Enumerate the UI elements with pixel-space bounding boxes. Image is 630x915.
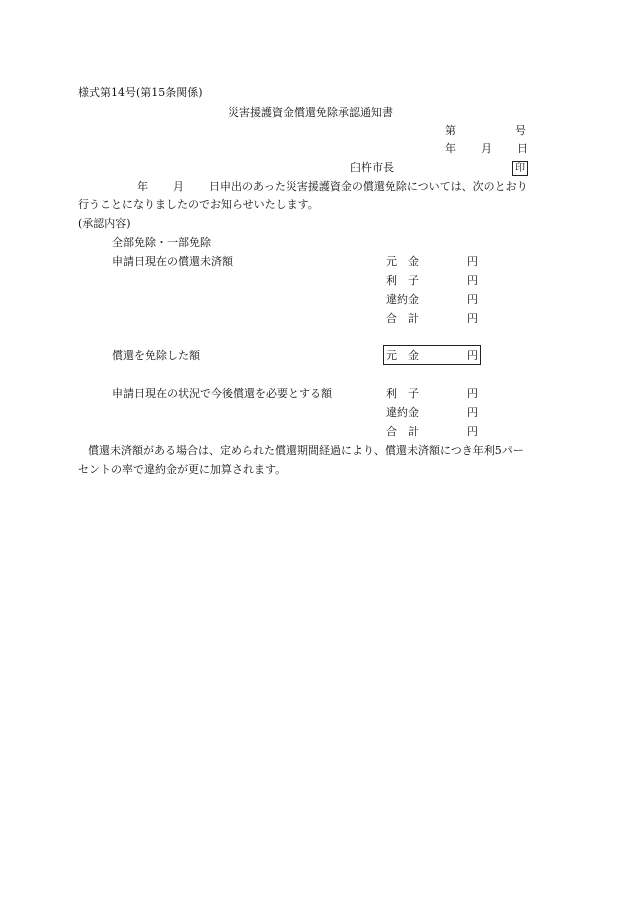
unpaid-penalty-label: 違約金 — [386, 293, 419, 306]
unpaid-interest-label: 利 子 — [386, 274, 419, 287]
unpaid-label: 申請日現在の償還未済額 — [112, 255, 233, 268]
issuer-name: 臼杵市長 — [350, 161, 394, 174]
remaining-penalty-label: 違約金 — [386, 406, 419, 419]
remaining-interest-label: 利 子 — [386, 387, 419, 400]
unpaid-principal-label: 元 金 — [386, 255, 419, 268]
body-line1-text: 日申出のあった災害援護資金の償還免除については、次のとおり — [209, 180, 528, 193]
body-line1-year: 年 — [137, 180, 148, 193]
form-number: 様式第14号(第15条関係) — [78, 86, 203, 99]
date-year: 年 — [445, 142, 456, 155]
remaining-label: 申請日現在の状況で今後償還を必要とする額 — [112, 387, 332, 400]
exempted-principal-label: 元 金 — [386, 349, 419, 362]
exemption-type: 全部免除・一部免除 — [112, 236, 211, 249]
unpaid-interest-unit: 円 — [467, 274, 478, 287]
remaining-penalty-unit: 円 — [467, 406, 478, 419]
seal-mark: 印 — [512, 161, 528, 176]
document-number-dai: 第 — [445, 124, 456, 137]
document-title: 災害援護資金償還免除承認通知書 — [228, 106, 393, 119]
note-line1: 償還未済額がある場合は、定められた償還期間経過により、償還未済額につき年利5パー — [88, 444, 524, 457]
unpaid-penalty-unit: 円 — [467, 293, 478, 306]
document-number-go: 号 — [515, 124, 526, 137]
unpaid-total-unit: 円 — [467, 312, 478, 325]
date-day: 日 — [517, 142, 528, 155]
remaining-interest-unit: 円 — [467, 387, 478, 400]
body-line2: 行うことになりましたのでお知らせいたします。 — [78, 198, 319, 211]
exempted-label: 償還を免除した額 — [112, 349, 200, 362]
exempted-principal-unit: 円 — [467, 349, 478, 362]
unpaid-total-label: 合 計 — [386, 312, 419, 325]
remaining-total-label: 合 計 — [386, 425, 419, 438]
approval-heading: (承認内容) — [78, 217, 131, 230]
remaining-total-unit: 円 — [467, 425, 478, 438]
note-line2: セントの率で違約金が更に加算されます。 — [78, 463, 287, 476]
unpaid-principal-unit: 円 — [467, 255, 478, 268]
date-month: 月 — [481, 142, 492, 155]
body-line1-month: 月 — [173, 180, 184, 193]
